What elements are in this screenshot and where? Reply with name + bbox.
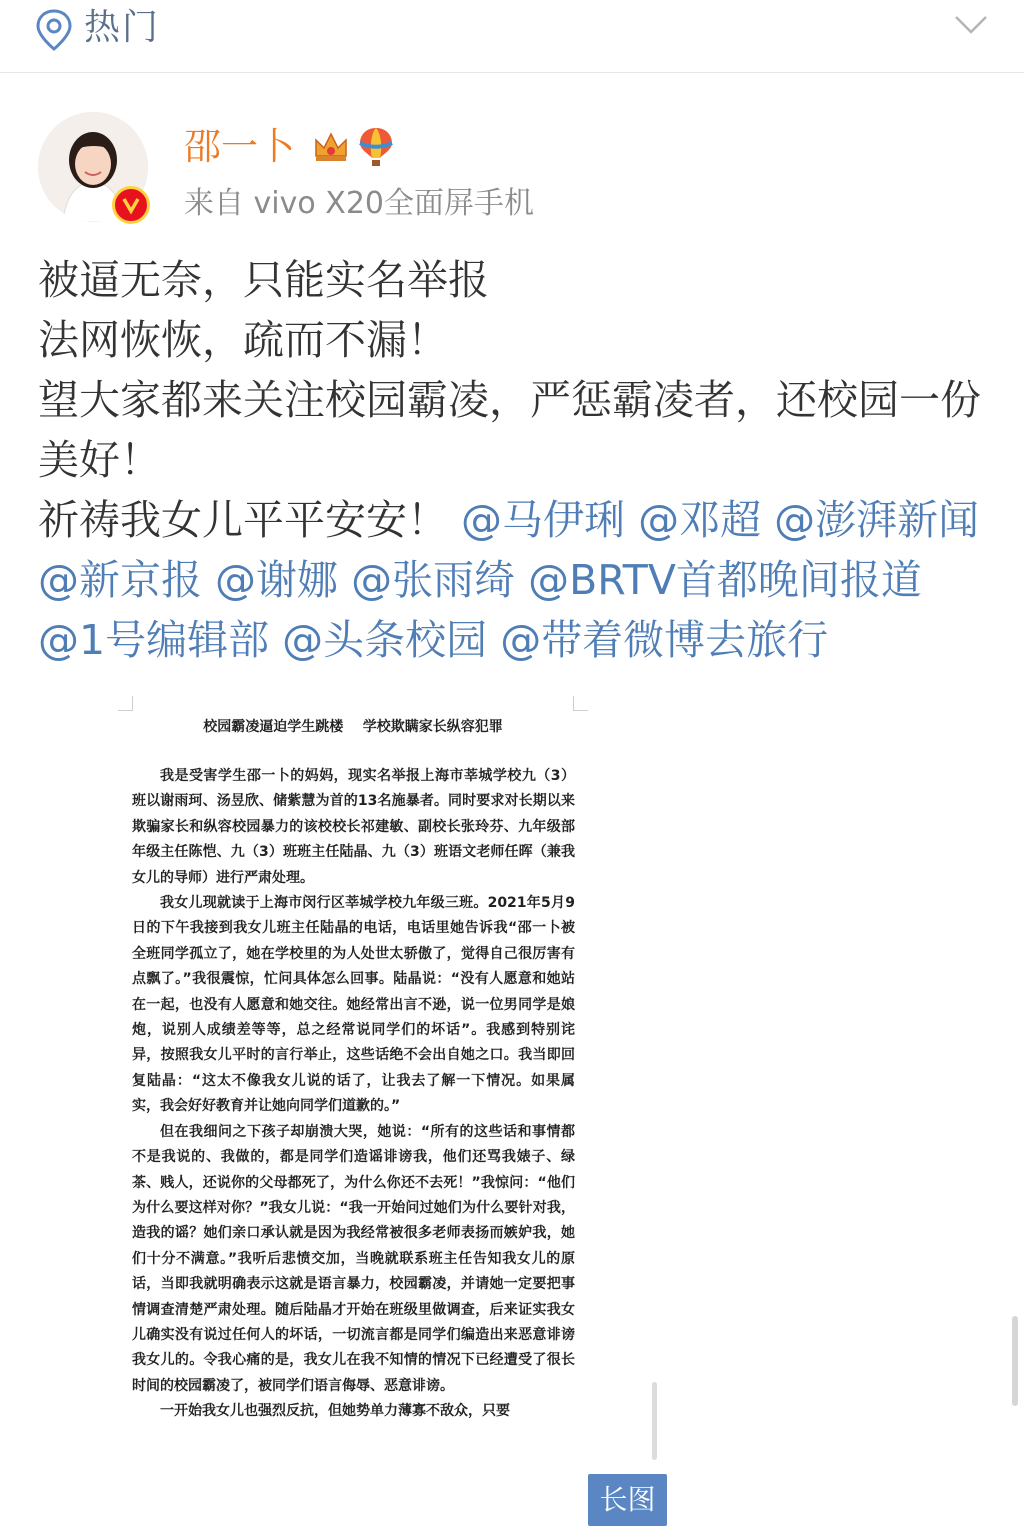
- post-line: 被逼无奈，只能实名举报: [38, 256, 489, 304]
- top-bar: [0, 0, 1024, 73]
- mention-link[interactable]: @新京报: [38, 556, 202, 604]
- document-paragraph: 我女儿现就读于上海市闵行区莘城学校九年级三班。2021年5月9日的下午我接到我女儿班主任陆晶的电话，电话里她告诉我“邵一卜被全班同学孤立了，她在学校里的为人处世太骄傲了，觉得自己很厉害有点飘了。”我很震惊，忙问具体怎么回事。陆晶说：“没有人愿意和她站在一起，也没有人愿意和她交往。她经常出言不逊，说一位男同学是娘炮，说别人成绩差等等，总之经常说同学们的坏话”。我感到特别诧异，按照我女儿平时的言行举止，这些话绝不会出自她之口。我当即回复陆晶：“这太不像我女儿说的话了，让我去了解一下情况。如果属实，我会好好教育并让她向同学们道歉的。”: [132, 895, 575, 1115]
- chevron-down-icon[interactable]: [954, 14, 988, 36]
- post-source: 来自 vivo X20全面屏手机: [184, 186, 534, 221]
- mention-link[interactable]: @谢娜: [215, 556, 339, 604]
- crown-icon: [311, 126, 351, 166]
- crop-corner: [118, 696, 133, 711]
- post-text: [38, 250, 988, 670]
- post-line: 法网恢恢，疏而不漏！: [38, 316, 448, 364]
- location-pin-icon: [34, 8, 74, 52]
- post-line: 望大家都来关注校园霸凌，严惩霸凌者，还校园一份美好！: [38, 376, 981, 484]
- crop-corner: [573, 696, 588, 711]
- mention-link[interactable]: @澎湃新闻: [774, 496, 980, 544]
- document-paragraph: 但在我细问之下孩子却崩溃大哭，她说：“所有的这些话和事情都不是我说的、我做的，都是同学们造谣诽谤我，他们还骂我婊子、绿茶、贱人，还说你的父母都死了，为什么你还不去死！”我惊问：“他们为什么要这样对你？”我女儿说：“我一开始问过她们为什么要针对我，造我的谣？她们亲口承认就是因为我经常被很多老师表扬而嫉妒我，她们十分不满意。”我听后悲愤交加，当晚就联系班主任告知我女儿的原话，当即我就明确表示这就是语言暴力，校园霸凌，并请她一定要把事情调查清楚严肃处理。随后陆晶才开始在班级里做调查，后来证实我女儿确实没有说过任何人的坏话，一切流言都是同学们编造出来恶意诽谤我女儿的。令我心痛的是，我女儿在我不知情的情况下已经遭受了很长时间的校园霸凌了，被同学们语言侮辱、恶意诽谤。: [132, 1123, 575, 1394]
- mention-link[interactable]: @张雨绮: [351, 556, 516, 604]
- mention-link[interactable]: @头条校园: [282, 616, 488, 664]
- mention-link[interactable]: @带着微博去旅行: [500, 616, 829, 664]
- hot-air-balloon-icon: [356, 124, 396, 168]
- post-image[interactable]: [118, 696, 588, 1539]
- mention-link[interactable]: @邓超: [638, 496, 762, 544]
- long-image-button[interactable]: 长图: [588, 1474, 667, 1526]
- verified-v-icon: [112, 186, 150, 224]
- page-title[interactable]: 热门: [84, 7, 161, 48]
- page-scrollbar[interactable]: [1012, 1316, 1018, 1406]
- username[interactable]: 邵一卜: [184, 125, 295, 168]
- document-paragraph: 我是受害学生邵一卜的妈妈，现实名举报上海市莘城学校九（3）班以谢雨珂、汤昱欣、储紫慧为首的13名施暴者。同时要求对长期以来欺骗家长和纵容校园暴力的该校校长祁建敏、副校长张玲芬、九年级部年级主任陈恺、九（3）班班主任陆晶、九（3）班语文老师任晖（兼我女儿的导师）进行严肃处理。: [132, 768, 575, 886]
- document-body: [132, 764, 575, 1425]
- post-line-mentions: [38, 490, 988, 670]
- mention-link[interactable]: @1号编辑部: [38, 616, 270, 664]
- document-paragraph: 一开始我女儿也强烈反抗，但她势单力薄寡不敌众，只要: [160, 1403, 510, 1420]
- document-title: 校园霸凌逼迫学生跳楼 学校欺瞒家长纵容犯罪: [203, 719, 503, 735]
- image-scrollbar[interactable]: [652, 1382, 657, 1460]
- post-line: 祈祷我女儿平平安安！: [38, 496, 448, 544]
- mention-link[interactable]: @马伊琍: [461, 496, 626, 544]
- mention-link[interactable]: @BRTV首都晚间报道: [528, 556, 922, 604]
